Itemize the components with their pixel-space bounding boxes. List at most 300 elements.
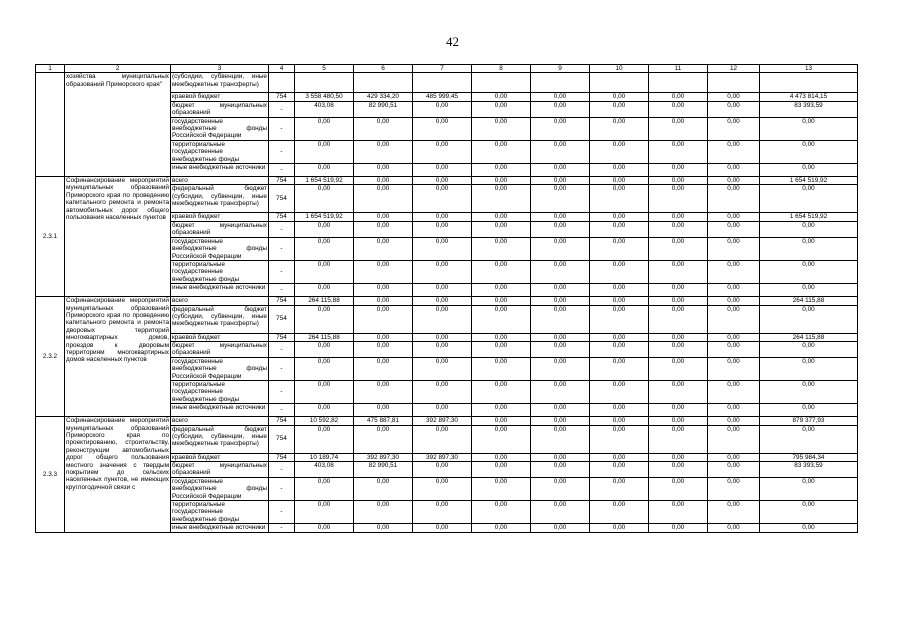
amount-cell: 485 999,45 — [413, 93, 472, 101]
amount-cell: 0,00 — [649, 185, 708, 213]
amount-cell: 82 990,51 — [354, 462, 413, 478]
amount-cell: 0,00 — [708, 501, 760, 524]
funding-source-cell: всего — [171, 297, 269, 305]
amount-cell: 0,00 — [590, 357, 649, 380]
amount-cell: 0,00 — [354, 177, 413, 185]
grbs-code-cell: - — [269, 404, 295, 417]
amount-cell: 0,00 — [590, 417, 649, 425]
total-amount-cell: 0,00 — [760, 477, 858, 500]
amount-cell: 0,00 — [649, 177, 708, 185]
amount-cell: 0,00 — [531, 357, 590, 380]
grbs-code-cell: 754 — [269, 213, 295, 221]
table-row — [36, 297, 858, 305]
amount-cell: 0,00 — [295, 140, 354, 163]
funding-source-cell: государственные внебюджетные фонды Российской Федерации — [172, 117, 267, 140]
funding-source-cell: бюджет муниципальных образований — [172, 221, 267, 237]
total-amount-cell: 0,00 — [760, 425, 858, 453]
amount-cell: 403,08 — [295, 101, 354, 117]
total-amount-cell: 4 473 814,15 — [760, 93, 858, 101]
grbs-code-cell: - — [269, 117, 295, 140]
column-number: 9 — [531, 65, 590, 73]
amount-cell: 0,00 — [472, 185, 531, 213]
amount-cell: 0,00 — [354, 333, 413, 341]
funding-source-cell: всего — [171, 177, 269, 185]
funding-source-cell: бюджет муниципальных образований — [172, 462, 267, 477]
amount-cell: 0,00 — [531, 453, 590, 461]
funding-source-cell: государственные внебюджетные фонды Российской Федерации — [172, 237, 267, 260]
amount-cell: 0,00 — [413, 501, 472, 524]
grbs-code-cell: - — [269, 462, 295, 478]
grbs-code-cell — [269, 73, 295, 93]
total-amount-cell: 1 654 519,92 — [760, 177, 858, 185]
amount-cell: 0,00 — [531, 140, 590, 163]
amount-cell: 0,00 — [531, 260, 590, 283]
amount-cell: 0,00 — [354, 305, 413, 333]
total-amount-cell: 0,00 — [760, 305, 858, 333]
grbs-code-cell: - — [269, 501, 295, 524]
amount-cell: 0,00 — [472, 357, 531, 380]
total-amount-cell: 264 115,88 — [760, 333, 858, 341]
grbs-code-cell: 754 — [269, 417, 295, 425]
total-amount-cell: 264 115,88 — [760, 297, 858, 305]
measure-name-cell: Софинансирование мероприятий муниципальных образований Приморского края по проведению капитального ремонта и ремонта дворовых территорий многоквартирных домов, проездов к дворовым территориям многоквартирных домов населенных пунктов — [65, 297, 171, 417]
column-number: 3 — [171, 65, 269, 73]
amount-cell: 0,00 — [354, 221, 413, 237]
grbs-code-cell: 754 — [269, 305, 295, 333]
grbs-code-cell: - — [269, 524, 295, 532]
amount-cell: 0,00 — [708, 260, 760, 283]
column-number: 8 — [472, 65, 531, 73]
funding-source-cell: государственные внебюджетные фонды Российской Федерации — [172, 357, 267, 380]
grbs-code-cell: - — [269, 341, 295, 357]
subitem-number-cell: 2.3.1 — [36, 177, 65, 297]
amount-cell: 0,00 — [472, 462, 531, 478]
amount-cell: 0,00 — [708, 177, 760, 185]
amount-cell: 0,00 — [649, 357, 708, 380]
amount-cell — [354, 73, 413, 93]
amount-cell: 0,00 — [413, 185, 472, 213]
amount-cell: 0,00 — [649, 260, 708, 283]
amount-cell: 0,00 — [708, 357, 760, 380]
total-amount-cell: 0,00 — [760, 260, 858, 283]
amount-cell: 0,00 — [649, 333, 708, 341]
amount-cell: 0,00 — [531, 425, 590, 453]
amount-cell: 0,00 — [649, 101, 708, 117]
amount-cell: 0,00 — [295, 524, 354, 532]
funding-source-cell: иные внебюджетные источники — [171, 164, 269, 177]
amount-cell: 0,00 — [531, 177, 590, 185]
grbs-code-cell: - — [269, 237, 295, 260]
budget-table — [35, 64, 858, 533]
amount-cell: 0,00 — [531, 462, 590, 478]
amount-cell: 0,00 — [590, 501, 649, 524]
amount-cell: 3 558 480,50 — [295, 93, 354, 101]
amount-cell: 0,00 — [649, 477, 708, 500]
amount-cell: 0,00 — [649, 524, 708, 532]
amount-cell: 0,00 — [354, 164, 413, 177]
funding-source-cell: федеральный бюджет (субсидии, субвенции, иные межбюджетные трансферты) — [171, 185, 269, 213]
amount-cell: 0,00 — [354, 477, 413, 500]
amount-cell: 0,00 — [649, 93, 708, 101]
amount-cell: 0,00 — [472, 333, 531, 341]
funding-source-cell: федеральный бюджет (субсидии, субвенции, иные межбюджетные трансферты) — [171, 425, 269, 453]
amount-cell: 0,00 — [590, 185, 649, 213]
amount-cell: 0,00 — [708, 297, 760, 305]
amount-cell: 0,00 — [708, 284, 760, 297]
amount-cell: 0,00 — [295, 305, 354, 333]
subitem-number-cell: 2.3.3 — [36, 417, 65, 532]
amount-cell: 392 897,30 — [413, 417, 472, 425]
amount-cell: 0,00 — [590, 93, 649, 101]
total-amount-cell: 0,00 — [760, 237, 858, 260]
subitem-number-cell: 2.3.2 — [36, 297, 65, 417]
amount-cell: 0,00 — [708, 380, 760, 403]
amount-cell: 1 654 519,92 — [295, 177, 354, 185]
column-number: 1 — [36, 65, 65, 73]
column-number: 6 — [354, 65, 413, 73]
amount-cell: 0,00 — [649, 213, 708, 221]
amount-cell: 0,00 — [649, 425, 708, 453]
amount-cell: 0,00 — [708, 453, 760, 461]
amount-cell — [295, 73, 354, 93]
amount-cell: 0,00 — [295, 164, 354, 177]
amount-cell: 0,00 — [472, 101, 531, 117]
amount-cell: 392 897,30 — [354, 453, 413, 461]
amount-cell: 0,00 — [472, 237, 531, 260]
amount-cell: 0,00 — [413, 140, 472, 163]
amount-cell: 0,00 — [708, 117, 760, 140]
amount-cell: 0,00 — [708, 462, 760, 478]
amount-cell: 0,00 — [413, 477, 472, 500]
amount-cell: 0,00 — [531, 501, 590, 524]
amount-cell: 0,00 — [590, 462, 649, 478]
amount-cell: 0,00 — [413, 117, 472, 140]
amount-cell: 0,00 — [295, 380, 354, 403]
amount-cell: 0,00 — [295, 425, 354, 453]
grbs-code-cell: 754 — [269, 333, 295, 341]
amount-cell: 264 115,88 — [295, 297, 354, 305]
amount-cell: 0,00 — [354, 501, 413, 524]
amount-cell: 0,00 — [413, 284, 472, 297]
amount-cell: 0,00 — [295, 477, 354, 500]
amount-cell: 0,00 — [413, 425, 472, 453]
grbs-code-cell: - — [269, 164, 295, 177]
amount-cell: 0,00 — [354, 297, 413, 305]
grbs-code-cell: 754 — [269, 185, 295, 213]
amount-cell: 0,00 — [413, 404, 472, 417]
amount-cell: 0,00 — [472, 93, 531, 101]
funding-source-cell: бюджет муниципальных образований — [172, 101, 267, 117]
funding-source-cell: всего — [171, 417, 269, 425]
measure-name-cell: Софинансирование мероприятий муниципальных образований Приморского края по проектированию, строительству, реконструкции автомобильных дорог общего пользования местного значения с твердым покрытием до сельских населенных пунктов, не имеющих круглогодичной связи с — [65, 417, 171, 532]
column-number: 4 — [269, 65, 295, 73]
amount-cell: 0,00 — [472, 425, 531, 453]
amount-cell: 0,00 — [590, 305, 649, 333]
amount-cell: 0,00 — [413, 333, 472, 341]
amount-cell: 0,00 — [708, 185, 760, 213]
amount-cell: 0,00 — [413, 462, 472, 478]
amount-cell: 0,00 — [413, 177, 472, 185]
amount-cell: 0,00 — [590, 341, 649, 357]
grbs-code-cell: - — [269, 140, 295, 163]
amount-cell: 0,00 — [590, 101, 649, 117]
amount-cell: 0,00 — [531, 237, 590, 260]
amount-cell: 0,00 — [590, 260, 649, 283]
amount-cell: 0,00 — [531, 297, 590, 305]
amount-cell: 0,00 — [649, 140, 708, 163]
amount-cell: 0,00 — [531, 101, 590, 117]
amount-cell: 0,00 — [531, 477, 590, 500]
total-amount-cell: 0,00 — [760, 501, 858, 524]
amount-cell: 0,00 — [708, 425, 760, 453]
total-amount-cell: 0,00 — [760, 341, 858, 357]
amount-cell: 0,00 — [295, 237, 354, 260]
amount-cell: 0,00 — [590, 221, 649, 237]
funding-source-cell: иные внебюджетные источники — [171, 524, 269, 532]
amount-cell: 0,00 — [295, 117, 354, 140]
measure-name-cell: хозяйства муниципальных образований Приморского края" — [65, 73, 171, 177]
total-amount-cell: 795 984,34 — [760, 453, 858, 461]
amount-cell: 0,00 — [531, 341, 590, 357]
funding-source-cell: государственные внебюджетные фонды Российской Федерации — [172, 477, 267, 500]
amount-cell: 10 189,74 — [295, 453, 354, 461]
amount-cell: 0,00 — [531, 380, 590, 403]
amount-cell: 0,00 — [354, 404, 413, 417]
amount-cell: 0,00 — [531, 404, 590, 417]
funding-source-cell: территориальные государственные внебюджетные фонды — [171, 140, 269, 163]
amount-cell: 0,00 — [649, 164, 708, 177]
funding-source-cell: краевой бюджет — [171, 213, 269, 221]
total-amount-cell: 0,00 — [760, 185, 858, 213]
amount-cell — [413, 73, 472, 93]
amount-cell: 0,00 — [708, 221, 760, 237]
grbs-code-cell: - — [269, 260, 295, 283]
grbs-code-cell: 754 — [269, 297, 295, 305]
funding-source-cell: территориальные государственные внебюджетные фонды — [171, 380, 269, 403]
grbs-code-cell: - — [269, 477, 295, 500]
amount-cell: 0,00 — [295, 357, 354, 380]
amount-cell: 0,00 — [590, 477, 649, 500]
column-number: 5 — [295, 65, 354, 73]
amount-cell: 0,00 — [649, 404, 708, 417]
amount-cell: 0,00 — [413, 213, 472, 221]
amount-cell: 0,00 — [472, 297, 531, 305]
grbs-code-cell: 754 — [269, 453, 295, 461]
amount-cell: 0,00 — [413, 341, 472, 357]
amount-cell: 392 897,30 — [413, 453, 472, 461]
total-amount-cell: 0,00 — [760, 164, 858, 177]
grbs-code-cell: - — [269, 284, 295, 297]
table-row — [36, 417, 858, 425]
amount-cell: 475 887,81 — [354, 417, 413, 425]
amount-cell: 0,00 — [531, 284, 590, 297]
amount-cell: 82 990,51 — [354, 101, 413, 117]
total-amount-cell: 0,00 — [760, 284, 858, 297]
amount-cell — [590, 73, 649, 93]
amount-cell: 0,00 — [531, 333, 590, 341]
amount-cell: 0,00 — [590, 284, 649, 297]
funding-source-cell: (субсидии, субвенции, иные межбюджетные трансферты) — [171, 73, 269, 93]
amount-cell: 0,00 — [590, 524, 649, 532]
grbs-code-cell: - — [269, 357, 295, 380]
amount-cell: 0,00 — [413, 524, 472, 532]
amount-cell: 0,00 — [472, 213, 531, 221]
amount-cell: 0,00 — [590, 380, 649, 403]
total-amount-cell: 0,00 — [760, 404, 858, 417]
amount-cell: 403,08 — [295, 462, 354, 478]
total-amount-cell: 1 654 519,92 — [760, 213, 858, 221]
column-number: 13 — [760, 65, 858, 73]
amount-cell: 0,00 — [708, 477, 760, 500]
amount-cell: 0,00 — [708, 164, 760, 177]
page-number: 42 — [446, 34, 459, 49]
amount-cell: 0,00 — [708, 93, 760, 101]
funding-source-cell: территориальные государственные внебюджетные фонды — [171, 501, 269, 524]
column-number: 12 — [708, 65, 760, 73]
amount-cell: 0,00 — [531, 524, 590, 532]
column-number: 2 — [65, 65, 171, 73]
amount-cell: 0,00 — [649, 462, 708, 478]
amount-cell: 0,00 — [649, 221, 708, 237]
amount-cell: 0,00 — [649, 417, 708, 425]
amount-cell: 0,00 — [590, 237, 649, 260]
amount-cell: 0,00 — [472, 140, 531, 163]
amount-cell: 0,00 — [531, 305, 590, 333]
amount-cell: 0,00 — [472, 404, 531, 417]
amount-cell: 0,00 — [354, 524, 413, 532]
amount-cell: 0,00 — [413, 260, 472, 283]
grbs-code-cell: 754 — [269, 425, 295, 453]
amount-cell: 0,00 — [295, 260, 354, 283]
funding-source-cell: территориальные государственные внебюджетные фонды — [171, 260, 269, 283]
amount-cell: 0,00 — [354, 185, 413, 213]
grbs-code-cell: - — [269, 221, 295, 237]
amount-cell: 0,00 — [295, 501, 354, 524]
amount-cell: 0,00 — [295, 284, 354, 297]
amount-cell: 0,00 — [354, 380, 413, 403]
amount-cell: 0,00 — [649, 237, 708, 260]
total-amount-cell: 0,00 — [760, 221, 858, 237]
table-row — [36, 73, 858, 93]
total-amount-cell: 879 377,93 — [760, 417, 858, 425]
amount-cell: 0,00 — [531, 93, 590, 101]
amount-cell: 0,00 — [649, 453, 708, 461]
amount-cell: 0,00 — [354, 260, 413, 283]
amount-cell: 0,00 — [472, 501, 531, 524]
amount-cell: 0,00 — [649, 284, 708, 297]
amount-cell: 0,00 — [531, 417, 590, 425]
amount-cell: 0,00 — [590, 453, 649, 461]
amount-cell: 0,00 — [354, 284, 413, 297]
amount-cell: 0,00 — [590, 425, 649, 453]
amount-cell: 0,00 — [590, 297, 649, 305]
funding-source-cell: иные внебюджетные источники — [171, 404, 269, 417]
amount-cell: 1 654 519,92 — [295, 213, 354, 221]
amount-cell: 0,00 — [531, 164, 590, 177]
funding-source-cell: краевой бюджет — [171, 93, 269, 101]
amount-cell: 0,00 — [472, 260, 531, 283]
amount-cell: 0,00 — [472, 177, 531, 185]
amount-cell: 0,00 — [590, 164, 649, 177]
total-amount-cell: 0,00 — [760, 357, 858, 380]
amount-cell: 0,00 — [413, 380, 472, 403]
amount-cell: 0,00 — [354, 425, 413, 453]
amount-cell: 0,00 — [649, 341, 708, 357]
amount-cell: 0,00 — [413, 297, 472, 305]
amount-cell: 0,00 — [590, 117, 649, 140]
column-number: 7 — [413, 65, 472, 73]
amount-cell: 0,00 — [354, 237, 413, 260]
amount-cell: 0,00 — [295, 404, 354, 417]
amount-cell: 0,00 — [472, 380, 531, 403]
total-amount-cell: 0,00 — [760, 140, 858, 163]
funding-source-cell: иные внебюджетные источники — [171, 284, 269, 297]
total-amount-cell: 0,00 — [760, 380, 858, 403]
total-amount-cell: 0,00 — [760, 524, 858, 532]
amount-cell: 0,00 — [708, 101, 760, 117]
amount-cell: 0,00 — [354, 357, 413, 380]
subitem-number-cell — [36, 73, 65, 177]
amount-cell: 0,00 — [472, 341, 531, 357]
amount-cell: 0,00 — [413, 101, 472, 117]
amount-cell: 0,00 — [472, 453, 531, 461]
amount-cell: 0,00 — [708, 213, 760, 221]
amount-cell: 264 115,88 — [295, 333, 354, 341]
column-number: 10 — [590, 65, 649, 73]
amount-cell: 0,00 — [708, 404, 760, 417]
amount-cell: 0,00 — [413, 164, 472, 177]
total-amount-cell: 83 393,59 — [760, 462, 858, 478]
amount-cell: 0,00 — [649, 380, 708, 403]
funding-source-cell: краевой бюджет — [171, 453, 269, 461]
amount-cell — [531, 73, 590, 93]
amount-cell: 10 592,82 — [295, 417, 354, 425]
grbs-code-cell: 754 — [269, 93, 295, 101]
amount-cell — [649, 73, 708, 93]
amount-cell: 0,00 — [649, 117, 708, 140]
amount-cell: 0,00 — [649, 501, 708, 524]
amount-cell: 0,00 — [354, 341, 413, 357]
amount-cell: 0,00 — [708, 524, 760, 532]
column-number: 11 — [649, 65, 708, 73]
amount-cell: 0,00 — [295, 341, 354, 357]
amount-cell: 0,00 — [649, 297, 708, 305]
amount-cell: 0,00 — [413, 357, 472, 380]
amount-cell: 0,00 — [708, 341, 760, 357]
amount-cell: 0,00 — [531, 213, 590, 221]
amount-cell: 0,00 — [413, 221, 472, 237]
amount-cell: 0,00 — [354, 213, 413, 221]
total-amount-cell: 0,00 — [760, 117, 858, 140]
amount-cell: 0,00 — [413, 237, 472, 260]
amount-cell: 0,00 — [708, 237, 760, 260]
amount-cell: 0,00 — [472, 117, 531, 140]
total-amount-cell: 83 393,59 — [760, 101, 858, 117]
column-number-row — [36, 65, 858, 73]
amount-cell: 0,00 — [295, 221, 354, 237]
amount-cell: 0,00 — [590, 213, 649, 221]
amount-cell: 0,00 — [708, 140, 760, 163]
amount-cell: 0,00 — [472, 305, 531, 333]
table-row — [36, 177, 858, 185]
amount-cell — [472, 73, 531, 93]
amount-cell — [708, 73, 760, 93]
amount-cell: 0,00 — [531, 117, 590, 140]
amount-cell: 0,00 — [590, 140, 649, 163]
amount-cell: 0,00 — [708, 333, 760, 341]
funding-source-cell: бюджет муниципальных образований — [172, 341, 267, 357]
amount-cell: 0,00 — [295, 185, 354, 213]
